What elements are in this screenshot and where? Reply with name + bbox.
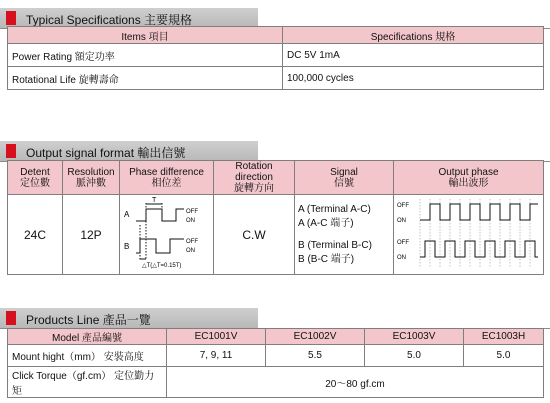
red-marker <box>6 144 16 158</box>
on-label: ON <box>397 255 406 261</box>
red-marker <box>6 311 16 325</box>
signal-b-terminal: B (Terminal B-C) <box>298 239 372 251</box>
signal-cell <box>295 195 394 275</box>
phase-a-label: A <box>124 210 130 219</box>
col-header-phase-difference: Phase difference 相位差 <box>120 161 214 195</box>
spec-label: Rotational Life 旋轉壽命 <box>8 67 283 90</box>
off-label: OFF <box>397 203 409 209</box>
output-a-wave <box>420 204 538 220</box>
col-header-signal: Signal 信號 <box>295 161 394 195</box>
section-header-products <box>0 308 258 329</box>
spec-value: 100,000 cycles <box>283 67 544 90</box>
signal-b-cn: B (B-C 端子) <box>298 253 355 265</box>
output-b-wave <box>420 241 538 257</box>
spec-label: Power Rating 額定功率 <box>8 44 283 67</box>
col-header-items: Items 項目 <box>8 27 283 44</box>
output-signal-table <box>7 160 544 275</box>
model-header: Model 產品編號 <box>8 329 167 345</box>
section-title: Output signal format 輸出信號 <box>26 146 186 160</box>
off-label: OFF <box>186 209 198 215</box>
col-header-output-phase: Output phase 輸出波形 <box>394 161 544 195</box>
phase-b-wave <box>136 239 184 253</box>
period-label: T <box>152 197 157 204</box>
signal-a-cn: A (A-C 端子) <box>298 217 354 229</box>
off-label: OFF <box>186 239 198 245</box>
model-ec1003h: EC1003H <box>464 329 544 345</box>
mount-height-value: 5.5 <box>266 345 365 367</box>
mount-height-value: 5.0 <box>365 345 464 367</box>
phase-b-label: B <box>124 242 130 251</box>
mount-height-value: 7, 9, 11 <box>167 345 266 367</box>
typical-specs-table <box>7 26 544 90</box>
section-header-output <box>0 141 258 162</box>
section-title: Products Line 產品一覽 <box>26 313 151 327</box>
click-torque-label: Click Torque（gf.cm） 定位勤力矩 <box>8 367 167 398</box>
model-ec1001v: EC1001V <box>167 329 266 345</box>
click-torque-value: 20～80 gf.cm <box>167 367 544 398</box>
resolution-value: 12P <box>63 195 120 275</box>
col-header-specs: Specifications 規格 <box>283 27 544 44</box>
col-header-detent: Detent 定位數 <box>8 161 63 195</box>
detent-value: 24C <box>8 195 63 275</box>
on-label: ON <box>397 218 406 224</box>
off-label: OFF <box>397 240 409 246</box>
phase-a-wave <box>136 209 184 221</box>
signal-a-terminal: A (Terminal A-C) <box>298 203 371 215</box>
phase-difference-diagram <box>120 195 214 275</box>
spec-value: DC 5V 1mA <box>283 44 544 67</box>
mount-height-label: Mount hight（mm） 安裝高度 <box>8 345 167 367</box>
model-ec1002v: EC1002V <box>266 329 365 345</box>
output-phase-diagram <box>394 195 544 275</box>
rotation-direction-value: C.W <box>214 195 295 275</box>
mount-height-value: 5.0 <box>464 345 544 367</box>
products-table <box>7 328 544 398</box>
section-title: Typical Specifications 主要規格 <box>26 13 193 27</box>
output-phase-svg <box>394 195 540 271</box>
col-header-rotation-direction: Rotation direction 旋轉方向 <box>214 161 295 195</box>
red-marker <box>6 11 16 25</box>
delta-formula: △T(△T=0.15T) <box>142 263 182 269</box>
on-label: ON <box>186 218 195 224</box>
on-label: ON <box>186 248 195 254</box>
phase-diagram-svg <box>120 195 205 271</box>
model-ec1003v: EC1003V <box>365 329 464 345</box>
col-header-resolution: Resolution 脈沖數 <box>63 161 120 195</box>
